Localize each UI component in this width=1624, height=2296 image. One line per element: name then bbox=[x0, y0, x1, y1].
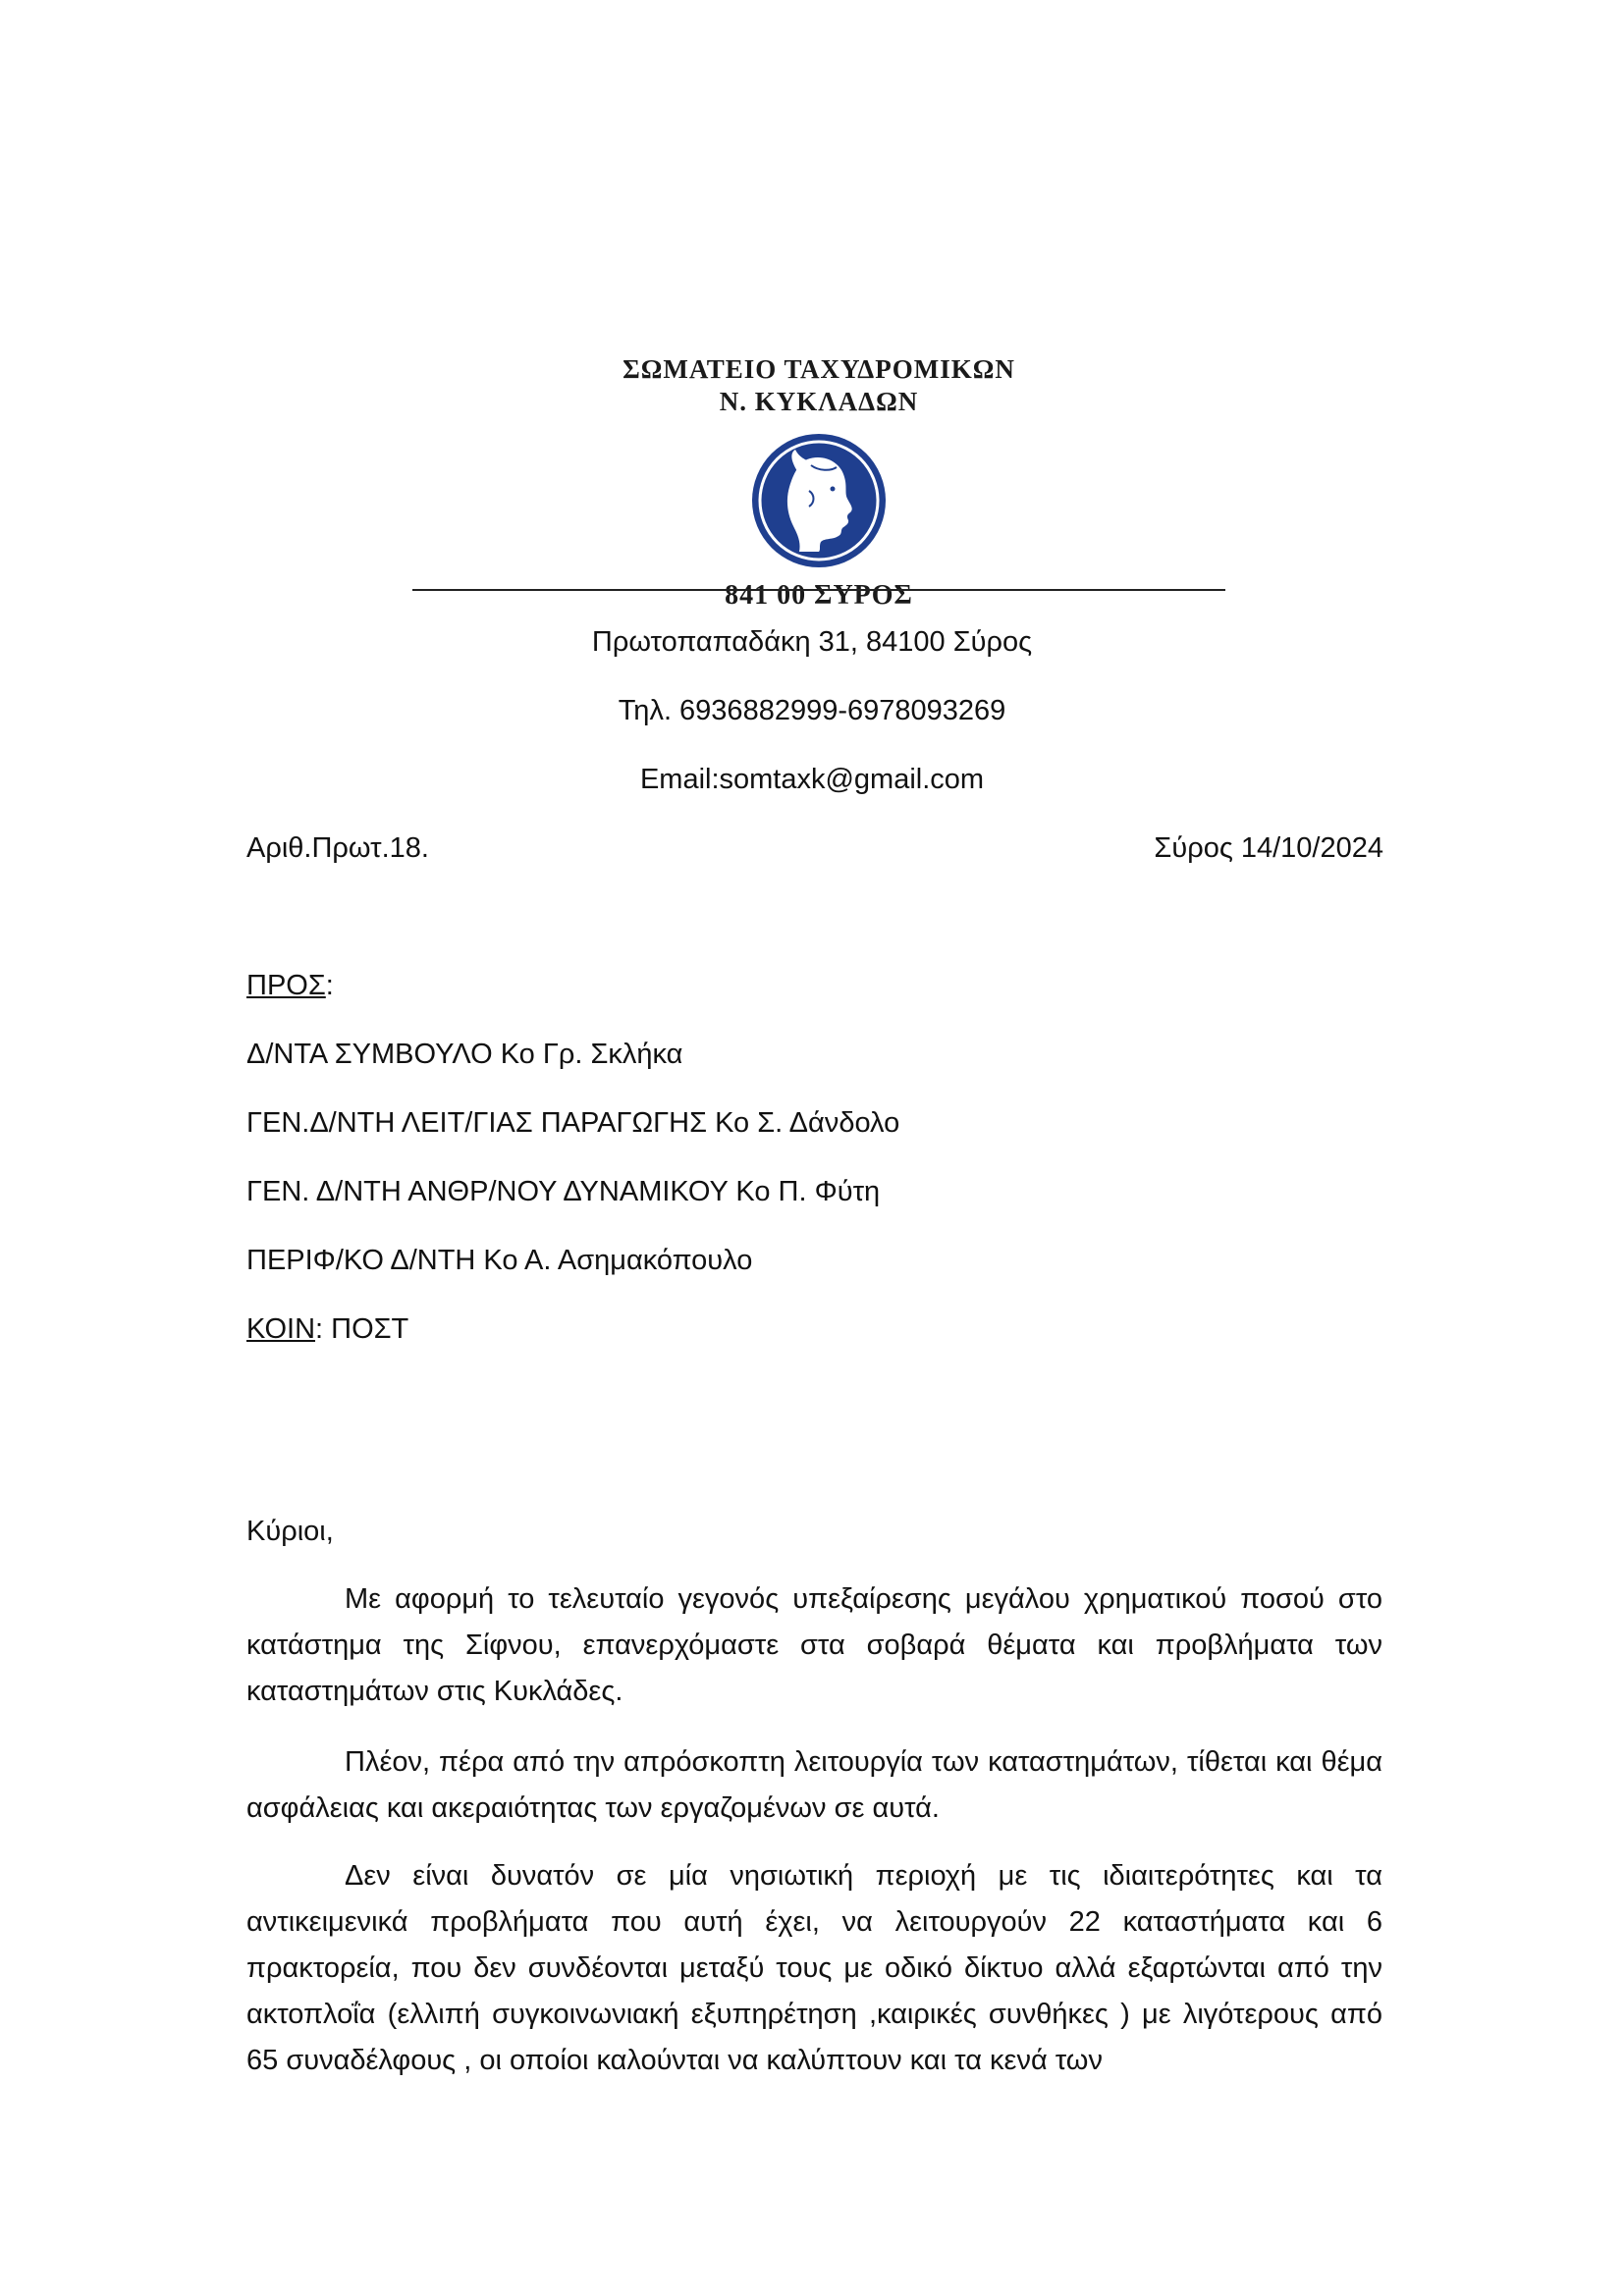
address-line: Πρωτοπαπαδάκη 31, 84100 Σύρος bbox=[591, 626, 1033, 658]
hermes-head-icon bbox=[750, 432, 888, 569]
salutation: Κύριοι, bbox=[246, 1516, 334, 1547]
to-label: ΠΡΟΣ bbox=[246, 970, 326, 1001]
letterhead-region: Ν. ΚΥΚΛΑΔΩΝ bbox=[719, 387, 919, 416]
to-heading bbox=[246, 968, 334, 1003]
recipient-2: ΓΕΝ.Δ/ΝΤΗ ΛΕΙΤ/ΓΙΑΣ ΠΑΡΑΓΩΓΗΣ Κο Σ. Δάνδολο bbox=[246, 1107, 900, 1139]
phone-line: Τηλ. 6936882999-6978093269 bbox=[618, 695, 1006, 726]
letterhead-divider bbox=[412, 589, 1225, 591]
body-paragraph-3: Δεν είναι δυνατόν σε μία νησιωτική περιοχή με τις ιδιαιτερότητες και τα αντικειμενικά προβλήματα που αυτή έχει, να λειτουργούν 22 καταστήματα και 6 πρακτορεία, που δεν συνδέονται μεταξύ τους με οδικό δίκτυο αλλά εξαρτώνται από την ακτοπλοΐα (ελλιπή συγκοινωνιακή εξυπηρέτηση ,καιρικές συνθήκες ) με λιγότερους από 65 συναδέλφους , οι οποίοι καλούνται να καλύπτουν και τα κενά των bbox=[246, 1860, 1382, 2076]
to-suffix: : bbox=[325, 970, 334, 1001]
recipient-3: ΓΕΝ. Δ/ΝΤΗ ΑΝΘΡ/ΝΟΥ ΔΥΝΑΜΙΚΟΥ Κο Π. Φύτη bbox=[246, 1176, 881, 1207]
protocol-number: Αριθ.Πρωτ.18. bbox=[246, 832, 429, 864]
body-paragraph-1: Με αφορμή το τελευταίο γεγονός υπεξαίρεσης μεγάλου χρηματικού ποσού στο κατάστημα της Σίφνου, επανερχόμαστε στα σοβαρά θέματα και προβλήματα των καταστημάτων στις Κυκλάδες. bbox=[246, 1583, 1382, 1707]
cc-value: : ΠΟΣΤ bbox=[315, 1313, 409, 1345]
hermes-logo bbox=[750, 432, 888, 569]
cc-line bbox=[246, 1311, 408, 1347]
letterhead bbox=[412, 353, 1225, 613]
recipient-4: ΠΕΡΙΦ/ΚΟ Δ/ΝΤΗ Κο Α. Ασημακόπουλο bbox=[246, 1245, 753, 1276]
place-date: Σύρος 14/10/2024 bbox=[1154, 832, 1383, 864]
email-line: Email:somtaxk@gmail.com bbox=[639, 764, 985, 795]
letterhead-city: 841 00 ΣΥΡΟΣ bbox=[725, 580, 913, 611]
cc-label: ΚΟΙΝ bbox=[246, 1313, 316, 1345]
letterhead-org-name: ΣΩΜΑΤΕΙΟ ΤΑΧΥΔΡΟΜΙΚΩΝ bbox=[623, 354, 1015, 384]
recipient-1: Δ/ΝΤΑ ΣΥΜΒΟΥΛΟ Κο Γρ. Σκλήκα bbox=[246, 1039, 683, 1070]
body-paragraph-2: Πλέον, πέρα από την απρόσκοπτη λειτουργία των καταστημάτων, τίθεται και θέμα ασφάλειας και ακεραιότητας των εργαζομένων σε αυτά. bbox=[246, 1746, 1382, 1824]
